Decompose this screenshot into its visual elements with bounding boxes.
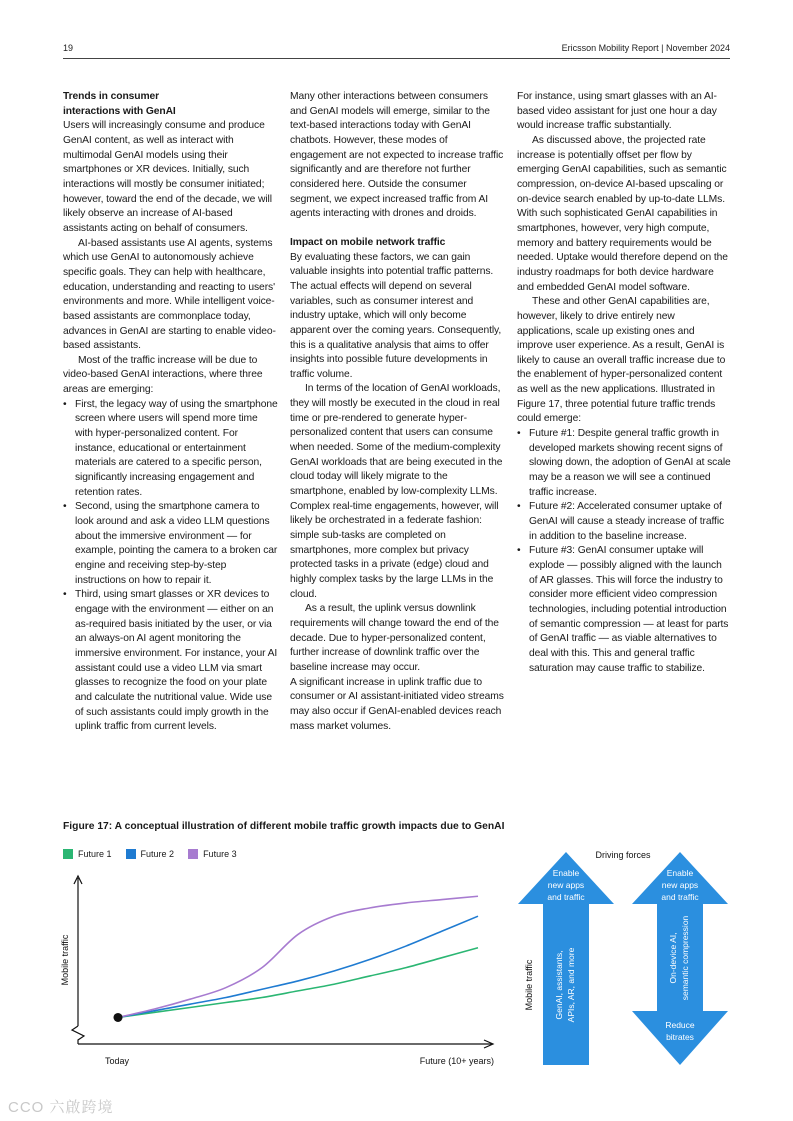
svg-text:new apps: new apps	[547, 880, 585, 890]
column-1	[63, 90, 278, 735]
svg-text:Enable: Enable	[552, 868, 580, 878]
svg-text:and traffic: and traffic	[661, 892, 699, 902]
series-line-future-3	[118, 896, 478, 1017]
paragraph: As a result, the uplink versus downlink requirements will change toward the end of the decade. Due to hyper-personalized content, further increase of downlink traffic over the baseline increase may occur.	[290, 603, 499, 673]
chart-series	[118, 896, 478, 1017]
section-heading-trends: Trends in consumer interactions with GenAI	[63, 91, 176, 117]
section-heading-impact: Impact on mobile network traffic	[290, 236, 446, 248]
list-item: • Future #2: Accelerated consumer uptake of GenAI will cause a steady increase of traffic in addition to the baseline increase.	[517, 500, 731, 544]
svg-text:bitrates: bitrates	[666, 1032, 694, 1042]
column-2	[290, 90, 506, 734]
legend-item-future-3: Future 3	[188, 849, 237, 859]
legend-swatch	[188, 849, 198, 859]
list-item: • Second, using the smartphone camera to look around and ask a video LLM questions about the immersive environment — for example, pointing the camera to a broken car engine and receiving step-by-step instructions on how to repair it.	[63, 500, 278, 588]
bullet-list	[63, 398, 278, 735]
list-item: • Future #1: Despite general traffic growth in developed markets showing recent signs of slowing down, the adoption of GenAI at scale may be a reason we will see a continued traffic increase.	[517, 427, 731, 500]
svg-text:and traffic: and traffic	[547, 892, 585, 902]
today-point	[114, 1013, 123, 1022]
list-item: • Third, using smart glasses or XR devices to engage with the environment — either on an as-required basis initiated by the user, or via an always-on AI agent monitoring the immersive environment. For instance, your AI assistant could use a video LLM via smart glasses to recognize the food on your plate and calculate the nutritional value. Wide use of such assistants could imply growth in the uplink traffic from current levels.	[63, 588, 278, 735]
report-title: Ericsson Mobility Report | November 2024	[561, 43, 730, 53]
legend-item-future-2: Future 2	[126, 849, 175, 859]
svg-text:On-device AI,: On-device AI,	[668, 932, 678, 984]
legend-item-future-1: Future 1	[63, 849, 112, 859]
svg-text:APIs, AR, and more: APIs, AR, and more	[566, 947, 576, 1023]
series-line-future-2	[118, 916, 478, 1017]
paragraph: For instance, using smart glasses with an AI-based video assistant for just one hour a day would increase traffic substantially.	[517, 91, 717, 132]
svg-text:semantic compression: semantic compression	[680, 915, 690, 1001]
svg-text:GenAI, assistants,: GenAI, assistants,	[554, 950, 564, 1020]
driving-forces-label: Driving forces	[595, 850, 651, 860]
driving-forces-diagram	[510, 845, 740, 1070]
y-axis-label: Mobile traffic	[60, 934, 70, 986]
paragraph: These and other GenAI capabilities are, however, likely to drive entirely new applications, scale up existing ones and improve user experience. As a result, GenAI is likely to cause an overall traffic increase due to the enablement of hyper-personalized content as well as the new applications. Illustrated in Figure 17, three potential future traffic trends could emerge:	[517, 296, 726, 425]
legend-swatch	[63, 849, 73, 859]
axis-break-icon	[72, 1026, 84, 1044]
paragraph: By evaluating these factors, we can gain valuable insights into potential traffic patterns. The actual effects will depend on several variables, such as consumer interest and industry uptake, which will only become apparent over the coming years. Consequently, this is a qualitative analysis that aims to offer insights into possible future developments in traffic volume.	[290, 251, 502, 380]
paragraph: In terms of the location of GenAI workloads, they will mostly be executed in the cloud in real time or pre-rendered to generate hyper-personalized content that users can consume when needed. Some of the medium-complexity GenAI workloads that are being executed in the cloud today will likely migrate to the smartphone, enabled by low-complexity LLMs. Complex real-time engagements, however, will likely be orchestrated in a federate fashion: simple sub-tasks are completed on smartphones, more complex but privacy protected tasks in a private (edge) cloud and highly complex tasks by the large LLMs in the cloud.	[290, 383, 503, 600]
x-tick-label-future: Future (10+ years)	[419, 1056, 494, 1066]
paragraph: Most of the traffic increase will be due to video-based GenAI interactions, where three areas are emerging:	[63, 354, 263, 396]
paragraph: Users will increasingly consume and produce GenAI content, as well as interact with multimodal GenAI models using their smartphones or XR devices. Initially, such interactions will mostly be consumer initiated; however, toward the end of the decade, we will likely observe an increase of AI-based assistants acting on behalf of consumers.	[63, 120, 272, 234]
page-number: 19	[63, 43, 74, 53]
svg-text:Reduce: Reduce	[665, 1020, 695, 1030]
paragraph: Many other interactions between consumers and GenAI models will emerge, similar to the text-based interactions today with GenAI chatbots. However, these modes of engagement are not expected to increase traffic significantly and are therefore not further considered here. Outside the consumer segment, we expect increased traffic from AI agents interacting with drones and droids.	[290, 91, 504, 220]
list-item: • First, the legacy way of using the smartphone screen where users will spend more time with hyper-personalized content. For instance, educational or entertainment materials are catered to a specific person, significantly increasing engagement and retention rates.	[63, 398, 278, 501]
page-header	[63, 40, 730, 59]
svg-text:Enable: Enable	[666, 868, 694, 878]
svg-text:new apps: new apps	[661, 880, 699, 890]
paragraph: As discussed above, the projected rate increase is potentially offset per flow by emerging GenAI capabilities, such as semantic compression, on-device AI-based upscaling or on-device search enabled by up-to-date LLMs. With such sophisticated GenAI capabilities in smartphones, however, very high compute, memory and battery requirements would be needed. Uptake would therefore depend on the industry roadmaps for both device hardware and embedded GenAI model software.	[517, 134, 728, 293]
bullet-list	[517, 427, 731, 676]
list-item: • Future #3: GenAI consumer uptake will explode — possibly aligned with the launch of AR glasses. This will force the industry to consider more efficient video compression technologies, including potential introduction of semantic compression — at least for parts of GenAI traffic — as viable alternatives to deal with this. This and general traffic saturation may cause traffic to stabilize.	[517, 544, 731, 676]
legend-swatch	[126, 849, 136, 859]
figure-title: Figure 17: A conceptual illustration of different mobile traffic growth impacts due to GenAI	[63, 821, 505, 832]
chart-axes	[72, 876, 493, 1048]
paragraph: A significant increase in uplink traffic due to consumer or AI assistant-initiated video streams may also occur if GenAI-enabled devices reach mass market volumes.	[290, 676, 504, 732]
chart-legend	[63, 849, 237, 859]
arrows-y-label: Mobile traffic	[524, 959, 534, 1011]
column-3	[517, 90, 731, 676]
watermark-logo: CCO 六啟跨境	[8, 1099, 114, 1116]
traffic-line-chart	[50, 860, 500, 1075]
x-tick-label-today: Today	[105, 1056, 130, 1066]
paragraph: AI-based assistants use AI agents, systems which use GenAI to autonomously achieve specific goals. They can help with healthcare, education, understanding and reacting to users' environments and more. While intelligent voice-based assistants are commonplace today, advances in GenAI are starting to enable video-based assistants.	[63, 237, 276, 352]
